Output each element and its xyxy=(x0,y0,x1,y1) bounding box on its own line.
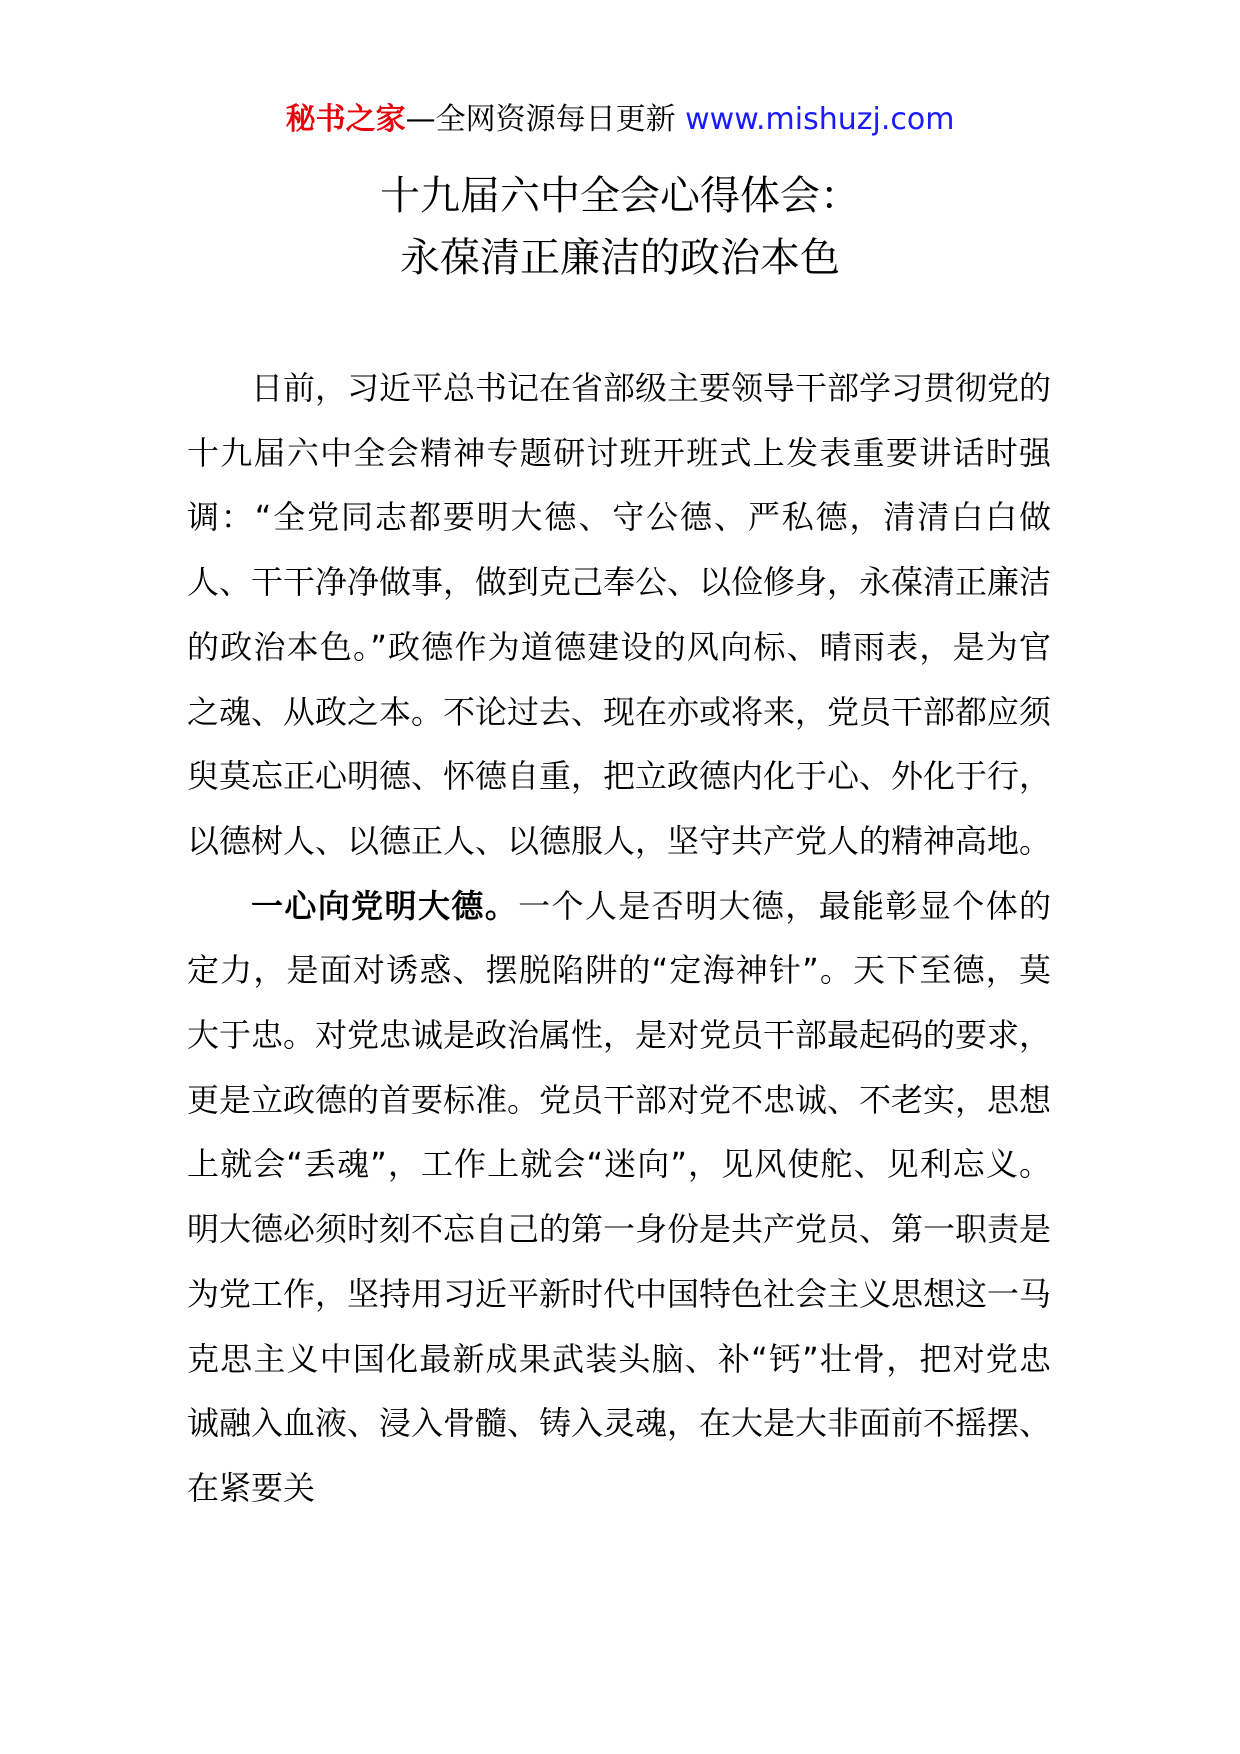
paragraph-text: 日前，习近平总书记在省部级主要领导干部学习贯彻党的十九届六中全会精神专题研讨班开班式上发表重要讲话时强调：“全党同志都要明大德、守公德、严私德，清清白白做人、干干净净做事，做到克己奉公、以俭修身，永葆清正廉洁的政治本色。”政德作为道德建设的风向标、晴雨表，是为官之魂、从政之本。不论过去、现在亦或将来，党员干部都应须臾莫忘正心明德、怀德自重，把立政德内化于心、外化于行，以德树人、以德正人、以德服人，坚守共产党人的精神高地。 xyxy=(187,369,1052,860)
site-header xyxy=(0,100,1240,140)
document-body xyxy=(187,356,1051,1521)
header-separator: — xyxy=(405,102,436,137)
title-line-2: 永葆清正廉洁的政治本色 xyxy=(400,235,840,281)
paragraph-section-1 xyxy=(187,874,1051,1521)
section-lead-heading: 一心向党明大德。 xyxy=(251,886,519,925)
paragraph-text: 一个人是否明大德，最能彰显个体的定力，是面对诱惑、摆脱陷阱的“定海神针”。天下至德，莫大于忠。对党忠诚是政治属性，是对党员干部最起码的要求，更是立政德的首要标准。党员干部对党不忠诚、不老实，思想上就会“丢魂”，工作上就会“迷向”，见风使舵、见利忘义。明大德必须时刻不忘自己的第一身份是共产党员、第一职责是为党工作，坚持用习近平新时代中国特色社会主义思想这一马克思主义中国化最新成果武装头脑、补“钙”壮骨，把对党忠诚融入血液、浸入骨髓、铸入灵魂，在大是大非面前不摇摆、在紧要关 xyxy=(187,886,1052,1507)
header-slogan: 全网资源每日更新 xyxy=(435,102,676,137)
title-line-1: 十九届六中全会心得体会： xyxy=(380,173,860,219)
site-url-link[interactable]: www.mishuzj.com xyxy=(685,102,955,137)
brand-name: 秘书之家 xyxy=(285,102,406,137)
paragraph-intro xyxy=(187,356,1051,874)
document-title xyxy=(0,165,1240,289)
